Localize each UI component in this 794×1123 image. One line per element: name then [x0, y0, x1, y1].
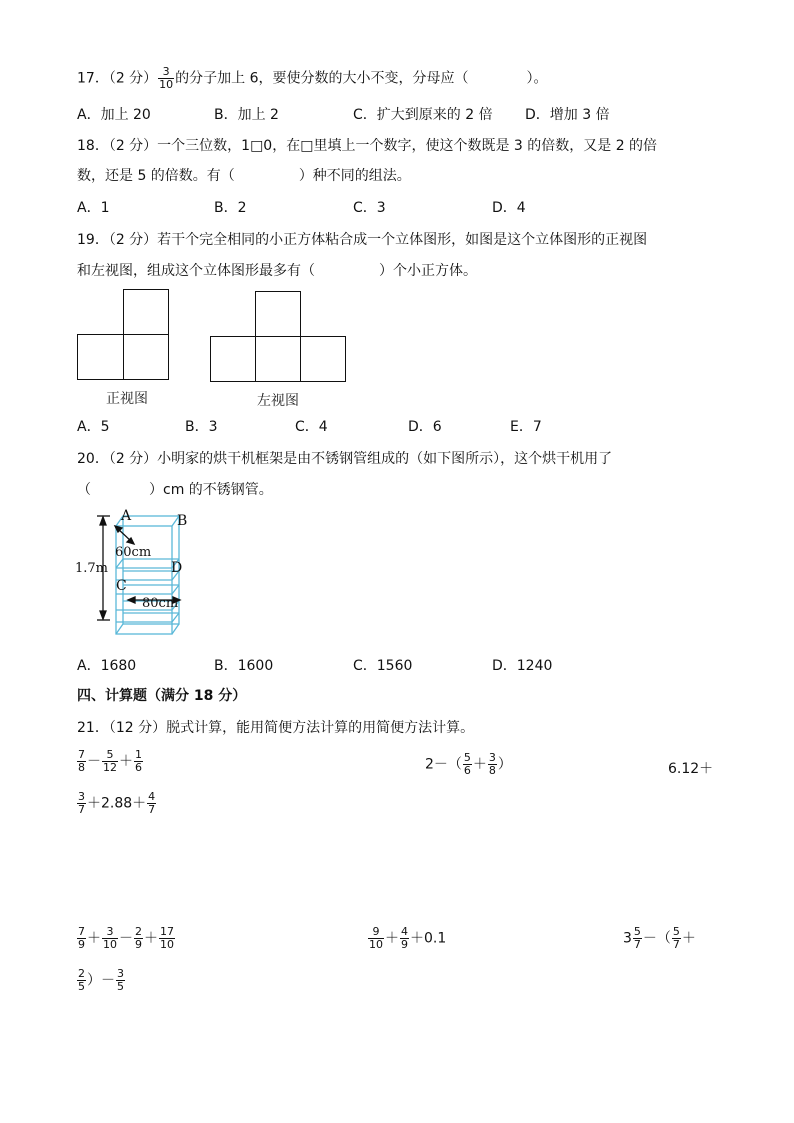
- left-view-label: 左视图: [257, 393, 299, 409]
- option-d[interactable]: D．增加 3 倍: [525, 107, 610, 123]
- label-c: C: [116, 578, 127, 594]
- expression-6: 3 $\frac{5}{7}$ －（ $\frac{5}{7}$ ＋: [623, 925, 696, 951]
- option-b[interactable]: B．2: [214, 200, 247, 216]
- q18-stem-line1: 18．（2 分）一个三位数，1□0，在□里填上一个数字，使这个数既是 3 的倍数，又是 2 的倍: [77, 138, 658, 154]
- label-a: A: [121, 508, 132, 524]
- section-heading: 四、计算题（满分 18 分）: [77, 688, 247, 704]
- option-e[interactable]: E．7: [510, 419, 542, 435]
- q17-options: [77, 105, 610, 125]
- option-a[interactable]: A．加上 20: [77, 107, 151, 123]
- q19-options: [77, 417, 542, 437]
- label-b: B: [177, 513, 188, 529]
- q21-stem: 21．（12 分）脱式计算，能用简便方法计算的用简便方法计算。: [77, 720, 475, 736]
- option-c[interactable]: C．1560: [353, 658, 413, 674]
- q18-options: [77, 198, 526, 218]
- option-d[interactable]: D．1240: [492, 658, 553, 674]
- dryer-frame-figure: [70, 506, 210, 646]
- expression-6-continued: $\frac{2}{5}$ ）－ $\frac{3}{5}$: [78, 967, 124, 993]
- label-width: 80cm: [142, 596, 179, 611]
- option-a[interactable]: A．1: [77, 200, 110, 216]
- option-b[interactable]: B．1600: [214, 658, 274, 674]
- q17-number: 17．（2 分）: [77, 70, 158, 87]
- option-c[interactable]: C．4: [295, 419, 328, 435]
- option-d[interactable]: D．6: [408, 419, 442, 435]
- option-a[interactable]: A．1680: [77, 658, 137, 674]
- option-c[interactable]: C．扩大到原来的 2 倍: [353, 107, 493, 123]
- label-height: 1.7m: [75, 561, 109, 576]
- expression-4: $\frac{7}{9}$ ＋ $\frac{3}{10}$ － $\frac{2}{9}$ ＋ $\frac{17}{10}$: [78, 925, 174, 951]
- q19-stem-line2: 和左视图，组成这个立体图形最多有（ ）个小正方体。: [77, 263, 477, 279]
- expression-1: $\frac{7}{8}$ － $\frac{5}{12}$ ＋ $\frac{1}{6}$: [78, 748, 142, 774]
- label-d: D: [171, 560, 183, 576]
- fraction: $\frac{3}{10}$: [159, 65, 174, 91]
- q18-stem-line2: 数，还是 5 的倍数。有（ ）种不同的组法。: [77, 168, 411, 184]
- expression-3-lead: 6.12＋: [668, 761, 714, 777]
- q19-stem-line1: 19．（2 分）若干个完全相同的小正方体粘合成一个立体图形，如图是这个立体图形的正视图: [77, 232, 648, 248]
- q20-options: [77, 656, 552, 676]
- front-view-label: 正视图: [106, 391, 148, 407]
- option-b[interactable]: B．3: [185, 419, 218, 435]
- option-d[interactable]: D．4: [492, 200, 526, 216]
- option-a[interactable]: A．5: [77, 419, 110, 435]
- expression-2: 2－（ $\frac{5}{6}$ ＋ $\frac{3}{8}$ ）: [425, 751, 512, 777]
- option-c[interactable]: C．3: [353, 200, 386, 216]
- q20-stem-line1: 20．（2 分）小明家的烘干机框架是由不锈钢管组成的（如下图所示），这个烘干机用了: [77, 451, 613, 467]
- option-b[interactable]: B．加上 2: [214, 107, 279, 123]
- label-depth: 60cm: [115, 545, 152, 560]
- expression-5: $\frac{9}{10}$ ＋ $\frac{4}{9}$ ＋0.1: [369, 925, 447, 951]
- expression-3: $\frac{3}{7}$ ＋2.88＋ $\frac{4}{7}$: [78, 790, 156, 816]
- q17-stem: 17．（2 分） $\frac{3}{10}$ 的分子加上 6，要使分数的大小不变，分母应（ ）。: [77, 65, 548, 91]
- q20-stem-line2: （ ）cm 的不锈钢管。: [77, 482, 273, 498]
